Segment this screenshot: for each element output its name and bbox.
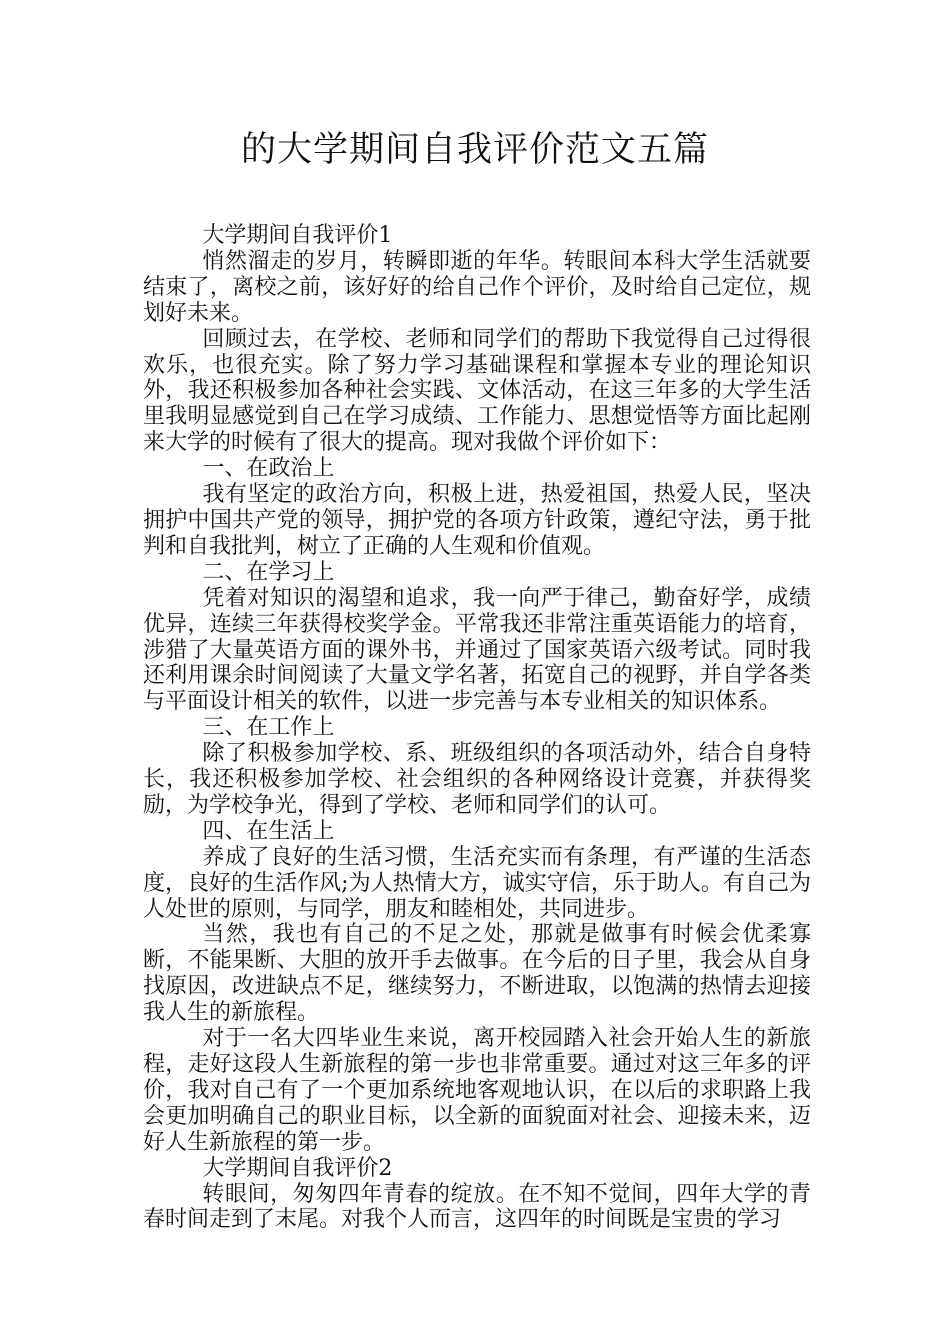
paragraph: 除了积极参加学校、系、班级组织的各项活动外，结合自身特长，我还积极参加学校、社会组织的各种网络设计竞赛，并获得奖励，为学校争光，得到了学校、老师和同学们的认可。 <box>143 741 811 818</box>
paragraph: 凭着对知识的渴望和追求，我一向严于律己，勤奋好学，成绩优异，连续三年获得校奖学金。平常我还非常注重英语能力的培育，涉猎了大量英语方面的课外书，并通过了国家英语六级考试。同时我还利用课余时间阅读了大量文学名著，拓宽自己的视野，并自学各类与平面设计相关的软件，以进一步完善与本专业相关的知识体系。 <box>143 585 811 715</box>
subsection-heading: 二、在学习上 <box>202 559 335 585</box>
document-title: 的大学期间自我评价范文五篇 <box>240 130 709 170</box>
paragraph: 回顾过去，在学校、老师和同学们的帮助下我觉得自己过得很欢乐，也很充实。除了努力学习基础课程和掌握本专业的理论知识外，我还积极参加各种社会实践、文体活动，在这三年多的大学生活里我明显感觉到自己在学习成绩、工作能力、思想觉悟等方面比起刚来大学的时候有了很大的提高。现对我做个评价如下： <box>143 326 811 456</box>
paragraph: 当然，我也有自己的不足之处，那就是做事有时候会优柔寡断，不能果断、大胆的放开手去做事。在今后的日子里，我会从自身找原因，改进缺点不足，继续努力，不断进取，以饱满的热情去迎接我人生的新旅程。 <box>143 922 811 1026</box>
section-heading: 大学期间自我评价2 <box>202 1155 393 1181</box>
section-heading: 大学期间自我评价1 <box>202 223 393 248</box>
paragraph: 养成了良好的生活习惯，生活充实而有条理，有严谨的生活态度，良好的生活作风;为人热情大方，诚实守信，乐于助人。有自己为人处世的原则，与同学，朋友和睦相处，共同进步。 <box>143 844 811 922</box>
subsection-heading: 一、在政治上 <box>202 456 335 482</box>
paragraph: 转眼间，匆匆四年青春的绽放。在不知不觉间，四年大学的青春时间走到了末尾。对我个人而言，这四年的时间既是宝贵的学习 <box>143 1181 811 1233</box>
document-body <box>143 223 811 1233</box>
subsection-heading: 四、在生活上 <box>202 818 335 844</box>
paragraph: 对于一名大四毕业生来说，离开校园踏入社会开始人生的新旅程，走好这段人生新旅程的第一步也非常重要。通过对这三年多的评价，我对自己有了一个更加系统地客观地认识，在以后的求职路上我会更加明确自己的职业目标，以全新的面貌面对社会、迎接未来，迈好人生新旅程的第一步。 <box>143 1026 811 1155</box>
subsection-heading: 三、在工作上 <box>202 715 335 741</box>
paragraph: 我有坚定的政治方向，积极上进，热爱祖国，热爱人民，坚决拥护中国共产党的领导，拥护党的各项方针政策，遵纪守法，勇于批判和自我批判，树立了正确的人生观和价值观。 <box>143 482 811 559</box>
paragraph: 悄然溜走的岁月，转瞬即逝的年华。转眼间本科大学生活就要结束了，离校之前，该好好的给自己作个评价，及时给自己定位，规划好未来。 <box>143 248 811 326</box>
